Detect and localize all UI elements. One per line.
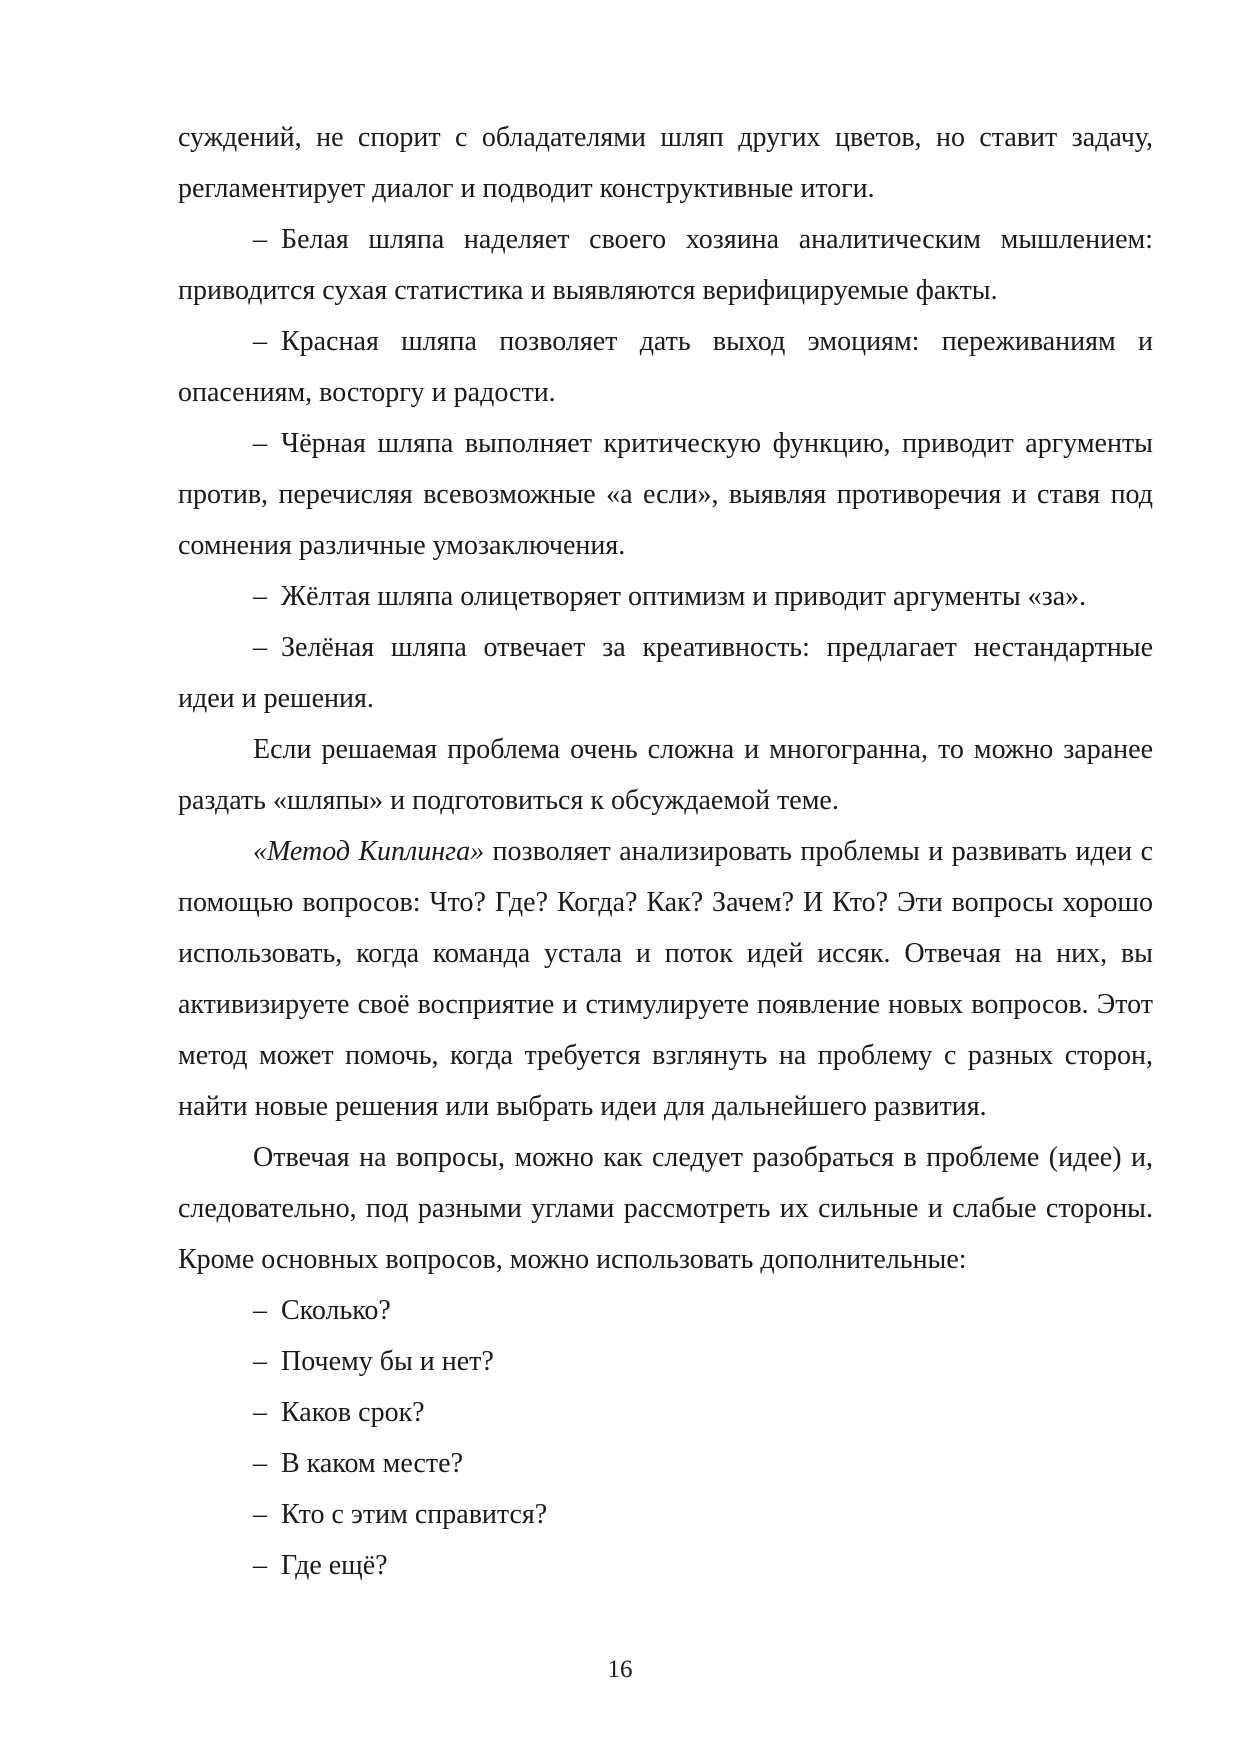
hat-item-text: Чёрная шляпа выполняет критическую функцию, приводит аргументы против, перечисляя всевозможные «а если», выявляя противоречия и ставя под сомнения различные умозаключения.	[178, 428, 1153, 561]
continuation-paragraph: суждений, не спорит с обладателями шляп других цветов, но ставит задачу, регламентирует диалог и подводит конструктивные итоги.	[178, 122, 1153, 204]
complex-problem-paragraph: Если решаемая проблема очень сложна и многогранна, то можно заранее раздать «шляпы» и подготовиться к обсуждаемой теме.	[178, 734, 1153, 816]
dash: –	[253, 581, 267, 612]
dash: –	[253, 632, 267, 663]
kipling-method-term: «Метод Киплинга»	[253, 836, 485, 867]
extra-questions-list	[178, 1285, 1153, 1591]
hat-item-text: Зелёная шляпа отвечает за креативность: предлагает нестандартные идеи и решения.	[178, 632, 1153, 714]
list-item	[178, 1285, 1153, 1336]
question-text: В каком месте?	[281, 1448, 464, 1479]
kipling-method-text: позволяет анализировать проблемы и развивать идеи с помощью вопросов: Что? Где? Когда? Как? Зачем? И Кто? Эти вопросы хорошо использовать, когда команда устала и поток идей иссяк. Отвечая на них, вы активизируете своё восприятие и стимулируете появление новых вопросов. Этот метод может помочь, когда требуется взглянуть на проблему с разных сторон, найти новые решения или выбрать идеи для дальнейшего развития.	[178, 836, 1153, 1122]
dash: –	[253, 1346, 267, 1377]
dash: –	[253, 326, 267, 357]
question-text: Каков срок?	[281, 1397, 425, 1428]
hat-item-black	[178, 418, 1153, 571]
question-text: Почему бы и нет?	[281, 1346, 494, 1377]
list-item	[178, 1438, 1153, 1489]
hat-item-red	[178, 316, 1153, 418]
dash: –	[253, 224, 267, 255]
list-item	[178, 1387, 1153, 1438]
dash: –	[253, 1295, 267, 1326]
dash: –	[253, 1397, 267, 1428]
list-item	[178, 1540, 1153, 1591]
kipling-method-paragraph	[178, 826, 1153, 1132]
hat-item-green	[178, 622, 1153, 724]
question-text: Кто с этим справится?	[281, 1499, 548, 1530]
dash: –	[253, 1499, 267, 1530]
dash: –	[253, 1550, 267, 1581]
dash: –	[253, 1448, 267, 1479]
list-item	[178, 1489, 1153, 1540]
answering-paragraph: Отвечая на вопросы, можно как следует разобраться в проблеме (идее) и, следовательно, под разными углами рассмотреть их сильные и слабые стороны. Кроме основных вопросов, можно использовать дополнительные:	[178, 1142, 1153, 1275]
question-text: Где ещё?	[281, 1550, 388, 1581]
dash: –	[253, 428, 267, 459]
question-text: Сколько?	[281, 1295, 391, 1326]
hat-item-text: Жёлтая шляпа олицетворяет оптимизм и приводит аргументы «за».	[281, 581, 1087, 612]
list-item	[178, 1336, 1153, 1387]
hat-item-yellow	[178, 571, 1153, 622]
page-number: 16	[607, 1656, 633, 1683]
page-body	[178, 112, 1153, 1591]
hat-item-text: Белая шляпа наделяет своего хозяина аналитическим мышлением: приводится сухая статистика и выявляются верифицируемые факты.	[178, 224, 1153, 306]
hat-item-white	[178, 214, 1153, 316]
hat-item-text: Красная шляпа позволяет дать выход эмоциям: переживаниям и опасениям, восторгу и радости.	[178, 326, 1153, 408]
